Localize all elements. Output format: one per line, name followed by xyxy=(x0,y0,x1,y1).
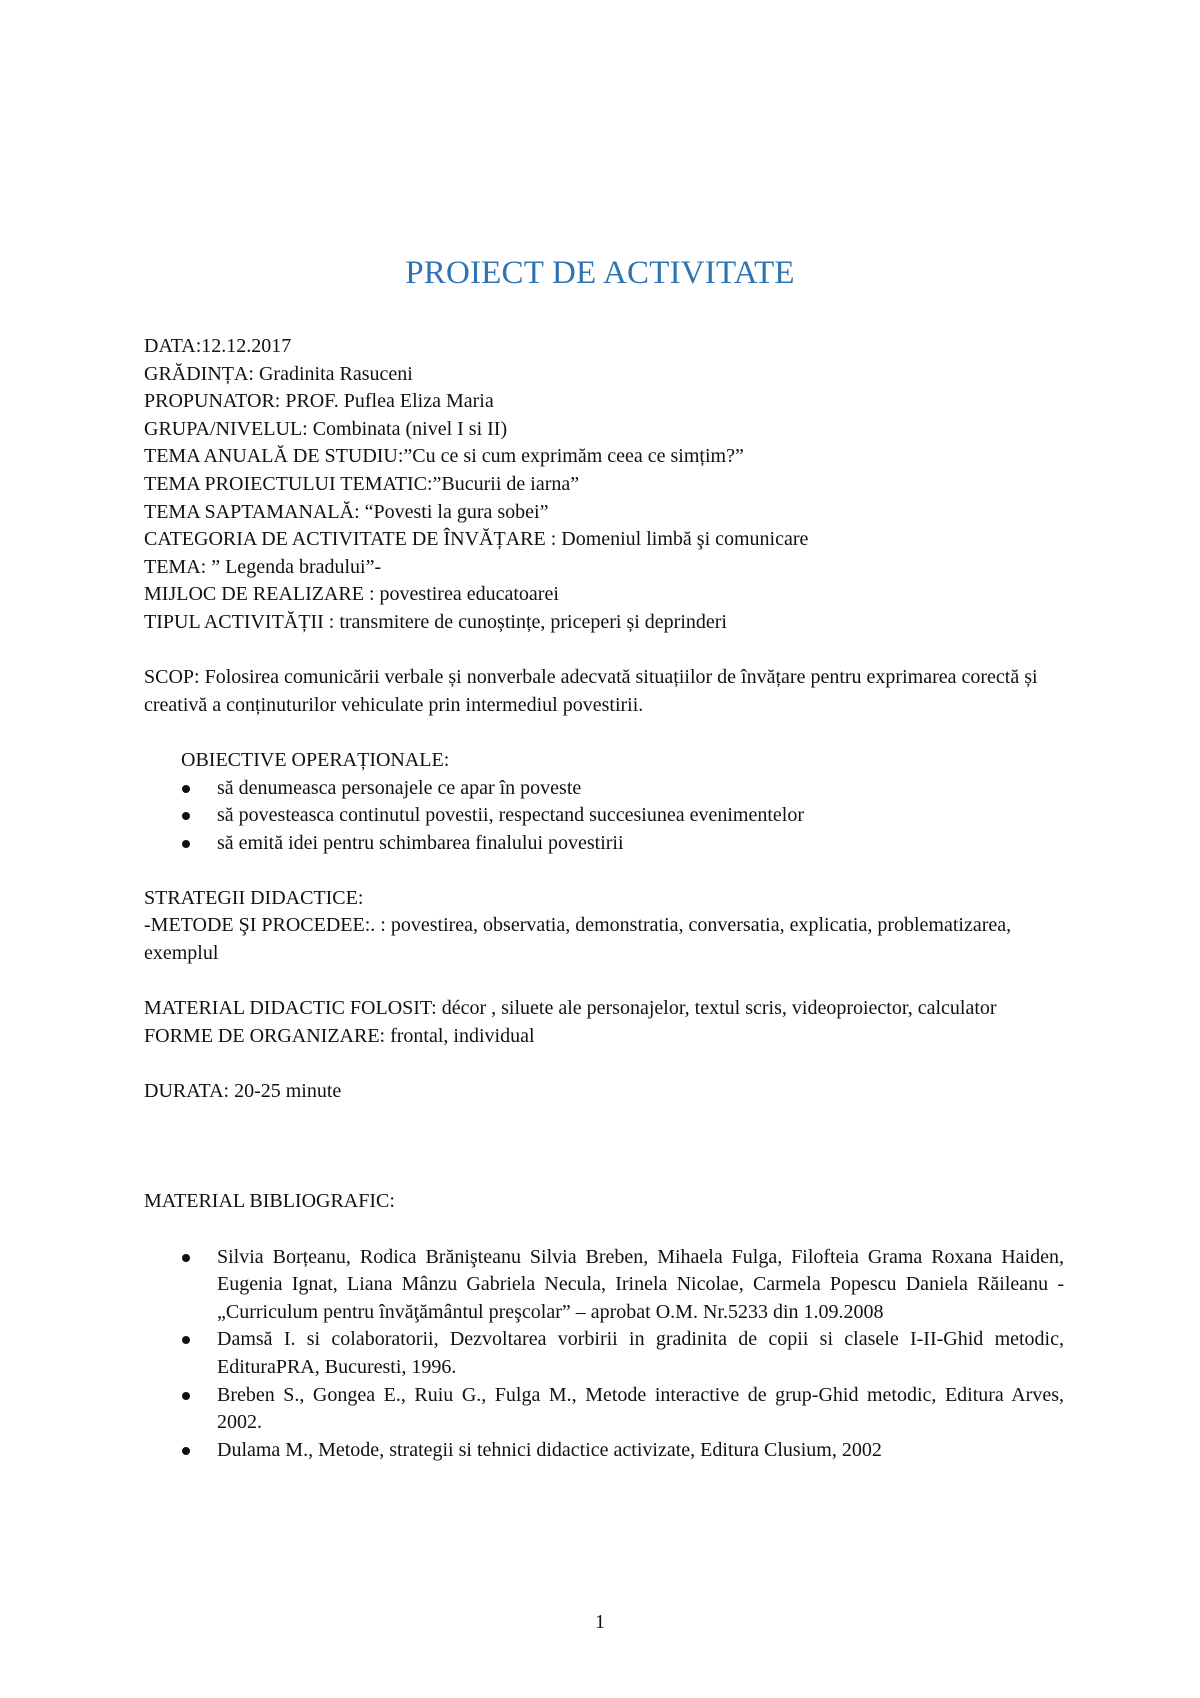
metode-paragraph: -METODE ŞI PROCEDEE:. : povestirea, observatia, demonstratia, conversatia, explicatia, problematizarea, exemplul xyxy=(144,914,1012,965)
obiective-list xyxy=(144,775,1064,858)
bibliografie-list xyxy=(144,1244,1064,1465)
header-block xyxy=(144,333,1064,637)
spacer xyxy=(144,968,1064,996)
header-line-date: DATA:12.12.2017 xyxy=(144,335,292,357)
durata-line: DURATA: 20-25 minute xyxy=(144,1080,342,1103)
header-line-tema-anuala: TEMA ANUALĂ DE STUDIU:”Cu ce si cum exprimăm ceea ce simțim?” xyxy=(144,445,744,468)
spacer xyxy=(144,1050,1064,1078)
document-title: PROIECT DE ACTIVITATE xyxy=(405,255,795,291)
header-line-tipul: TIPUL ACTIVITĂȚII : transmitere de cunoștințe, priceperi și deprinderi xyxy=(144,610,727,633)
list-item: Breben S., Gongea E., Ruiu G., Fulga M., Metode interactive de grup-Ghid metodic, Editura Arves, 2002. xyxy=(144,1382,1064,1437)
spacer xyxy=(144,1161,1064,1189)
header-line-tema: TEMA: ” Legenda bradului”- xyxy=(144,555,382,578)
header-line-grupa: GRUPA/NIVELUL: Combinata (nivel I si II) xyxy=(144,417,508,440)
bibliografie-heading: MATERIAL BIBLIOGRAFIC: xyxy=(144,1190,395,1213)
header-line-tema-proiect: TEMA PROIECTULUI TEMATIC:”Bucurii de iarna” xyxy=(144,472,580,495)
header-line-mijloc: MIJLOC DE REALIZARE : povestirea educatoarei xyxy=(144,583,559,606)
list-item: să denumeasca personajele ce apar în poveste xyxy=(144,775,1064,803)
spacer xyxy=(144,1133,1064,1161)
spacer xyxy=(144,857,1064,885)
list-item: să povesteasca continutul povestii, respectand succesiunea evenimentelor xyxy=(144,802,1064,830)
list-item: Damsă I. si colaboratorii, Dezvoltarea vorbirii in gradinita de copii si clasele I-II-Ghid metodic, EdituraPRA, Bucuresti, 1996. xyxy=(144,1326,1064,1381)
spacer xyxy=(144,1216,1064,1244)
list-item: Silvia Borțeanu, Rodica Brănişteanu Silvia Breben, Mihaela Fulga, Filofteia Grama Roxana Haiden, Eugenia Ignat, Liana Mânzu Gabriela Necula, Irinela Nicolae, Carmela Popescu Daniela Răileanu -„Curriculum pentru învăţământul preşcolar” – aprobat O.M. Nr.5233 din 1.09.2008 xyxy=(144,1244,1064,1327)
header-line-tema-saptamanala: TEMA SAPTAMANALĂ: “Povesti la gura sobei” xyxy=(144,500,549,523)
spacer xyxy=(144,637,1064,665)
header-line-propunator: PROPUNATOR: PROF. Puflea Eliza Maria xyxy=(144,390,494,413)
list-item: Dulama M., Metode, strategii si tehnici didactice activizate, Editura Clusium, 2002 xyxy=(144,1437,1064,1465)
header-line-categoria: CATEGORIA DE ACTIVITATE DE ÎNVĂȚARE : Domeniul limbă şi comunicare xyxy=(144,528,809,551)
header-line-gradinita: GRĂDINȚA: Gradinita Rasuceni xyxy=(144,362,413,385)
page-number: 1 xyxy=(595,1611,605,1633)
forme-organizare-line: FORME DE ORGANIZARE: frontal, individual xyxy=(144,1024,535,1047)
scop-paragraph: SCOP: Folosirea comunicării verbale și nonverbale adecvată situațiilor de învățare pentru exprimarea corectă și creativă a conținuturilor vehiculate prin intermediul povestirii. xyxy=(144,666,1038,716)
document-body xyxy=(144,333,1064,1464)
strategii-heading: STRATEGII DIDACTICE: xyxy=(144,886,364,909)
spacer xyxy=(144,1106,1064,1134)
list-item: să emită idei pentru schimbarea finalului povestirii xyxy=(144,830,1064,858)
spacer xyxy=(144,719,1064,747)
material-didactic-paragraph: MATERIAL DIDACTIC FOLOSIT: décor , siluete ale personajelor, textul scris, videoproiector, calculator xyxy=(144,997,997,1020)
obiective-heading: OBIECTIVE OPERAȚIONALE: xyxy=(181,748,450,771)
